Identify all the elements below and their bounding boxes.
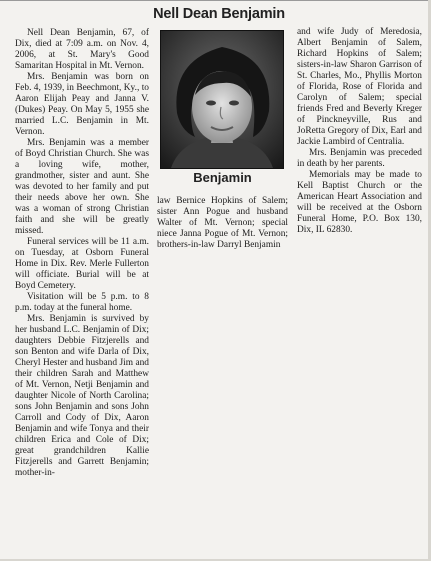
top-rule xyxy=(0,0,431,1)
paragraph: Mrs. Benjamin was a member of Boyd Christian Church. She was a loving wife, mother, grandmother, sister and aunt. She was devoted to her family and put their needs above her own. She was a woman of strong Christian faith and she will be greatly missed. xyxy=(15,138,149,236)
paragraph: law Bernice Hopkins of Salem; sister Ann Pogue and husband Walter of Mt. Vernon; special niece Janna Pogue of Mt. Vernon; brothers-in-law Darryl Benjamin xyxy=(157,196,288,250)
paragraph: Mrs. Benjamin is survived by her husband L.C. Benjamin of Dix; daughters Debbie Fitzjerells and son Benton and wife Darla of Dix, Cheryl Hester and husband Jim and their children Sarah and Matthew of Mt. Vernon, Netji Benjamin and daughter Nicole of North Carolina; sons John Benjamin and sons John Carroll and Cody of Dix, Aaron Benjamin and wife Tonya and their children Erica and Cole of Dix; great grandchildren Kallie Fitzjerells and Garrett Benjamin; mother-in- xyxy=(15,314,149,478)
paragraph: Nell Dean Benjamin, 67, of Dix, died at 7:09 a.m. on Nov. 4, 2006, at St. Mary's Good Samaritan Hospital in Mt. Vernon. xyxy=(15,28,149,71)
paragraph: Visitation will be 5 p.m. to 8 p.m. today at the funeral home. xyxy=(15,292,149,313)
portrait-photo-icon xyxy=(160,30,284,169)
right-column xyxy=(297,27,422,236)
paragraph: and wife Judy of Meredosia, Albert Benjamin of Salem, Richard Hopkins of Salem; sisters-in-law Sharon Garrison of St. Charles, Mo., Phyllis Morton of Florida, Rose of Florida and Carolyn of Salem; special friends Fred and Beverly Kreger of Pinckneyville, Rus and JoRetta Gregory of Dix, Earl and Jackie Lambird of Centralia. xyxy=(297,27,422,147)
portrait-svg xyxy=(161,31,283,168)
obituary-headline: Nell Dean Benjamin xyxy=(153,6,285,22)
paragraph: Mrs. Benjamin was born on Feb. 4, 1939, in Beechmont, Ky., to Aaron Elijah Peay and Janna V. (Dukes) Peay. On May 5, 1955 she married L.C. Benjamin in Mt. Vernon. xyxy=(15,72,149,137)
paragraph: Memorials may be made to Kell Baptist Church or the American Heart Association and will be received at the Osborn Funeral Home, P.O. Box 130, Dix, IL 62830. xyxy=(297,170,422,235)
paragraph: Funeral services will be 11 a.m. on Tuesday, at Osborn Funeral Home in Dix. Rev. Merle Fullerton will officiate. Burial will be at Boyd Cemetery. xyxy=(15,237,149,291)
paragraph: Mrs. Benjamin was preceded in death by her parents. xyxy=(297,148,422,169)
left-column xyxy=(15,28,149,479)
photo-caption: Benjamin xyxy=(193,170,252,185)
middle-column xyxy=(157,196,288,251)
